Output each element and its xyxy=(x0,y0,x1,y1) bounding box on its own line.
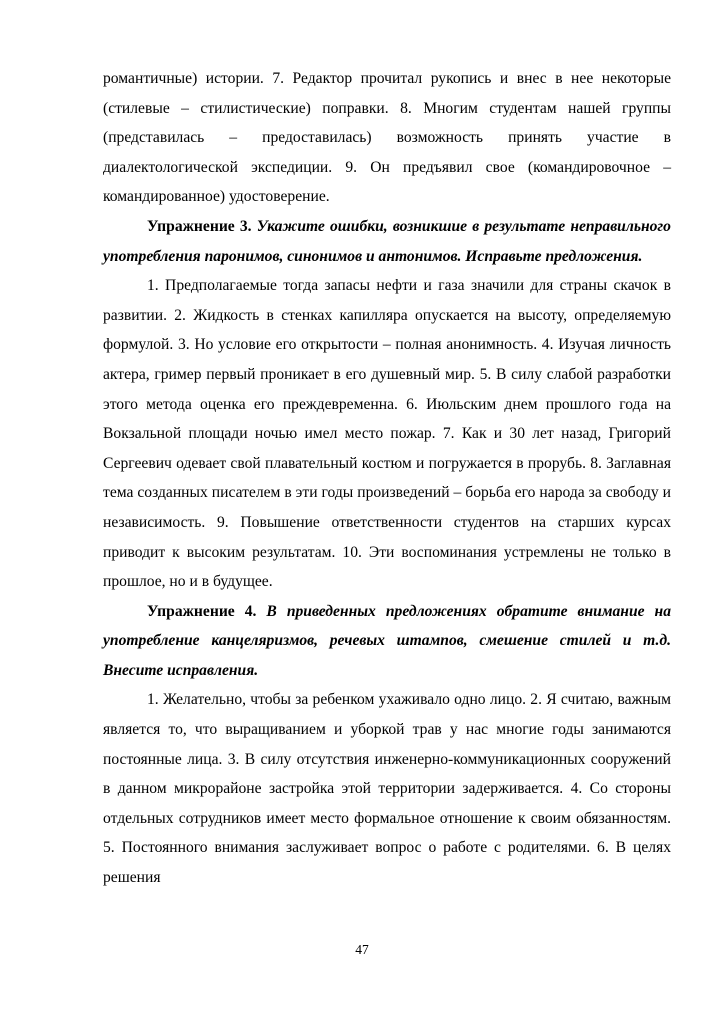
exercise-3-instruction: Укажите ошибки, возникшие в результате неправильного употребления паронимов, синонимов и антонимов. Исправьте предложения. xyxy=(103,217,671,265)
page-content xyxy=(103,64,671,893)
exercise-4-body: 1. Желательно, чтобы за ребенком ухаживало одно лицо. 2. Я считаю, важным является то, что выращиванием и уборкой трав у нас многие годы занимаются постоянные лица. 3. В силу отсутствия инженерно-коммуникационных сооружений в данном микрорайоне застройка этой территории задерживается. 4. Со стороны отдельных сотрудников имеет место формальное отношение к своим обязанностям. 5. Постоянного внимания заслуживает вопрос о работе с родителями. 6. В целях решения xyxy=(103,691,671,887)
exercise-3-label: Упражнение 3. xyxy=(147,217,252,235)
exercise-3-body: 1. Предполагаемые тогда запасы нефти и газа значили для страны скачок в развитии. 2. Жидкость в стенках капилляра опускается на высоту, определяемую формулой. 3. Но условие его открытости – полная анонимность. 4. Изучая личность актера, гример первый проникает в его душевный мир. 5. В силу слабой разработки этого метода оценка его преждевременна. 6. Июльским днем прошлого года на Вокзальной площади ночью имел место пожар. 7. Как и 30 лет назад, Григорий Сергеевич одевает свой плавательный костюм и погружается в прорубь. 8. Заглавная тема созданных писателем в эти годы произведений – борьба его народа за свободу и независимость. 9. Повышение ответственности студентов на старших курсах приводит к высоким результатам. 10. Эти воспоминания устремлены не только в прошлое, но и в будущее. xyxy=(103,277,671,591)
exercise-4-instruction: В приведенных предложениях обратите внимание на употребление канцеляризмов, речевых штампов, смешение стилей и т.д. Внесите исправления. xyxy=(103,602,671,679)
continuation-paragraph: романтичные) истории. 7. Редактор прочитал рукопись и внес в нее некоторые (стилевые – стилистические) поправки. 8. Многим студентам нашей группы (представилась – предоставилась) возможность принять участие в диалектологической экспедиции. 9. Он предъявил свое (командировочное – командированное) удостоверение. xyxy=(103,70,671,206)
exercise-4-heading xyxy=(103,597,671,686)
exercise-3-heading xyxy=(103,212,671,271)
exercise-4-label: Упражнение 4. xyxy=(147,602,257,620)
page-number: 47 xyxy=(355,942,369,957)
